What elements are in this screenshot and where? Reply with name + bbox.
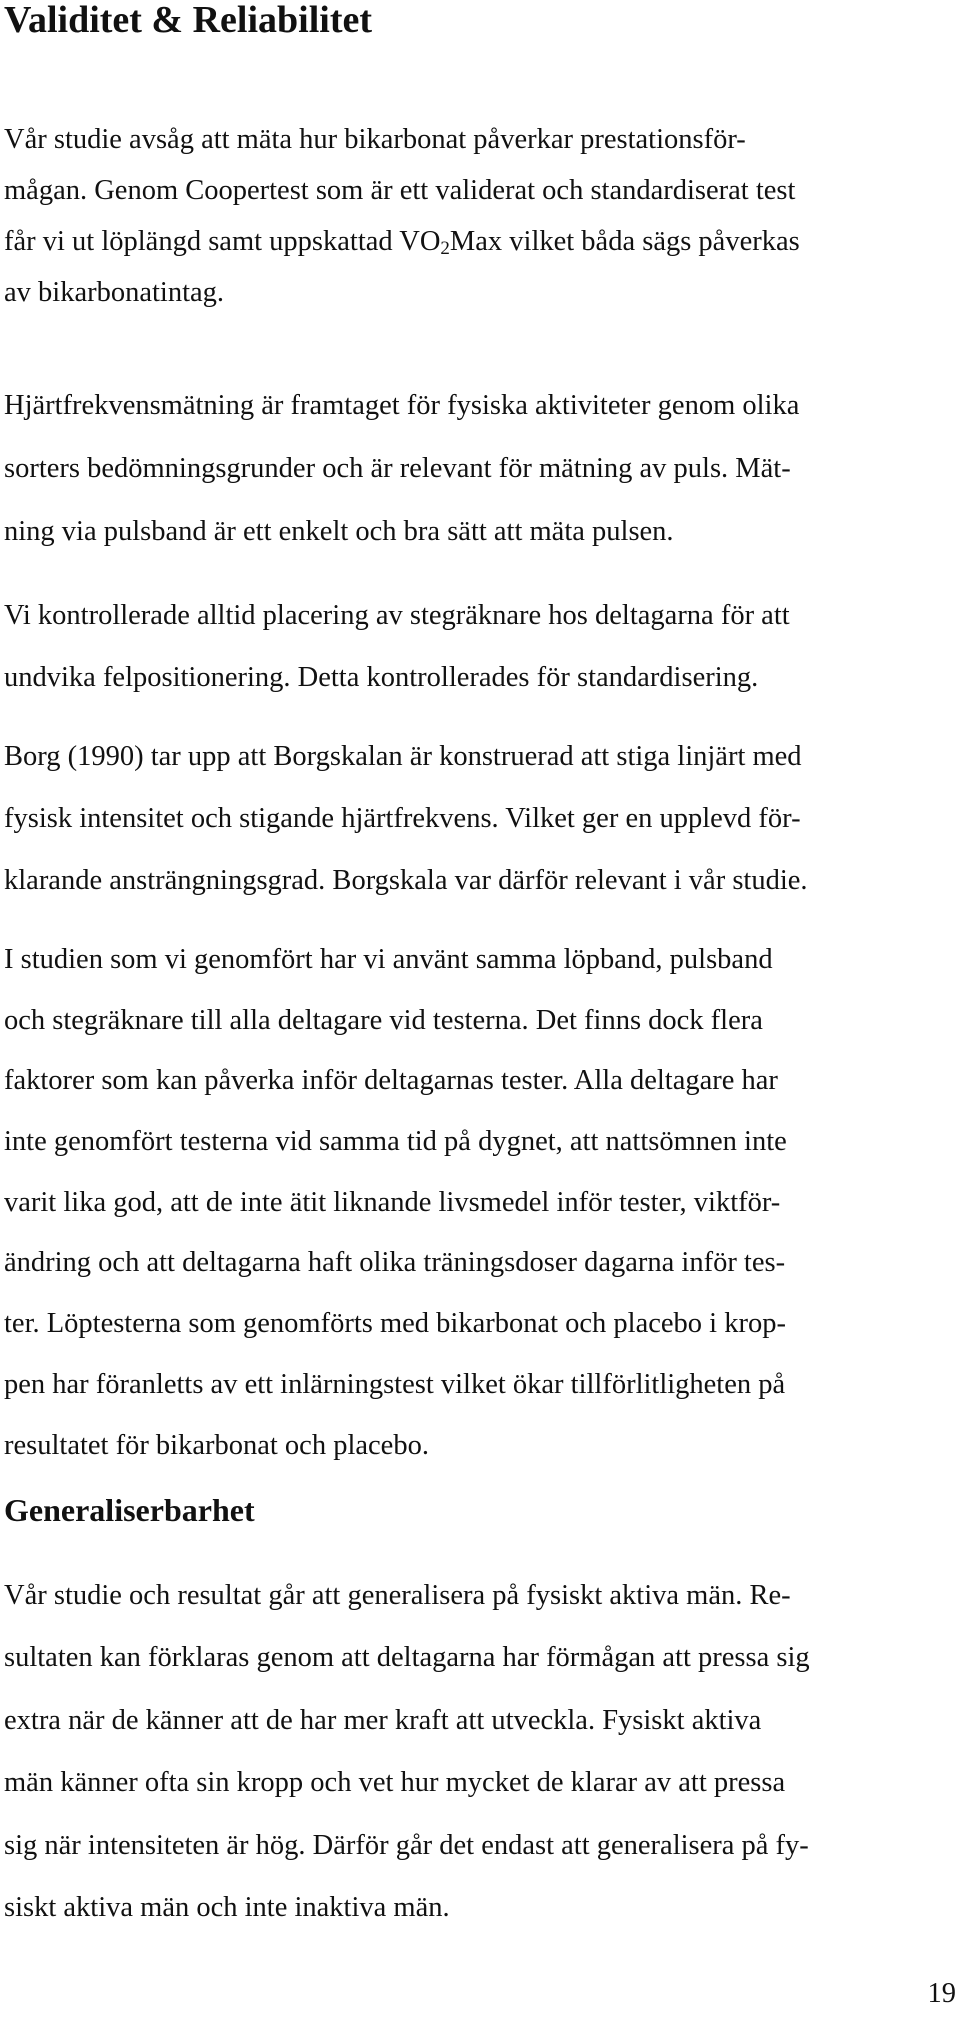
text-line: ter. Löptesterna som genomförts med bikarbonat och placebo i krop-: [4, 1308, 786, 1340]
text-line: och stegräknare till alla deltagare vid testerna. Det finns dock flera: [4, 1004, 763, 1036]
text-line: I studien som vi genomfört har vi använt samma löpband, pulsband: [4, 944, 773, 975]
text-line: resultatet för bikarbonat och placebo.: [4, 1429, 429, 1461]
text-line: siskt aktiva män och inte inaktiva män.: [4, 1891, 450, 1923]
paragraph-borg-scale: [4, 726, 808, 912]
text-line: extra när de känner att de har mer kraft att utveckla. Fysiskt aktiva: [4, 1704, 762, 1736]
text-line: inte genomfört testerna vid samma tid på dygnet, att nattsömnen inte: [4, 1126, 787, 1158]
text-line: Hjärtfrekvensmätning är framtaget för fysiska aktiviteter genom olika: [4, 390, 800, 421]
text-line: pen har föranletts av ett inlärningstest vilket ökar tillförlitligheten på: [4, 1368, 786, 1400]
paragraph-study-purpose: [4, 114, 800, 318]
text-line: varit lika god, att de inte ätit liknande livsmedel inför tester, viktför-: [4, 1186, 781, 1218]
text-line: sultaten kan förklaras genom att deltagarna har förmågan att pressa sig: [4, 1642, 810, 1674]
text-line: av bikarbonatintag.: [4, 277, 225, 308]
text-line: klarande ansträngningsgrad. Borgskala var därför relevant i vår studie.: [4, 865, 808, 896]
text-line: Vår studie och resultat går att generalisera på fysiskt aktiva män. Re-: [4, 1580, 791, 1611]
text-line: fysisk intensitet och stigande hjärtfrekvens. Vilket ger en upplevd för-: [4, 803, 801, 834]
section-heading-generalizability: Generaliserbarhet: [4, 1492, 255, 1528]
text-fragment: Max vilket båda sägs påverkas: [449, 226, 800, 257]
text-line: [4, 216, 800, 267]
text-line: Vår studie avsåg att mäta hur bikarbonat påverkar prestationsför-: [4, 124, 746, 155]
text-line: ändring och att deltagarna haft olika träningsdoser dagarna inför tes-: [4, 1247, 786, 1279]
paragraph-test-factors: [4, 930, 787, 1476]
paragraph-generalizability: [4, 1565, 810, 1939]
text-line: faktorer som kan påverka inför deltagarnas tester. Alla deltagare har: [4, 1065, 778, 1097]
text-line: män känner ofta sin kropp och vet hur mycket de klarar av att pressa: [4, 1767, 786, 1799]
text-line: ning via pulsband är ett enkelt och bra sätt att mäta pulsen.: [4, 516, 674, 547]
text-line: Borg (1990) tar upp att Borgskalan är konstruerad att stiga linjärt med: [4, 741, 802, 772]
text-line: sorters bedömningsgrunder och är relevant för mätning av puls. Mät-: [4, 453, 791, 484]
paragraph-pedometer: [4, 585, 790, 709]
text-line: sig när intensiteten är hög. Därför går det endast att generalisera på fy-: [4, 1829, 809, 1861]
section-heading-validity: Validitet & Reliabilitet: [4, 0, 372, 41]
text-fragment: får vi ut löplängd samt uppskattad VO: [4, 226, 441, 257]
text-line: mågan. Genom Coopertest som är ett validerat och standardiserat test: [4, 175, 796, 206]
text-line: undvika felpositionering. Detta kontrollerades för standardisering.: [4, 662, 759, 693]
paragraph-heart-rate: [4, 374, 799, 563]
page-number: 19: [927, 1978, 956, 2009]
text-line: Vi kontrollerade alltid placering av stegräknare hos deltagarna för att: [4, 600, 790, 631]
subscript: 2: [440, 238, 450, 259]
